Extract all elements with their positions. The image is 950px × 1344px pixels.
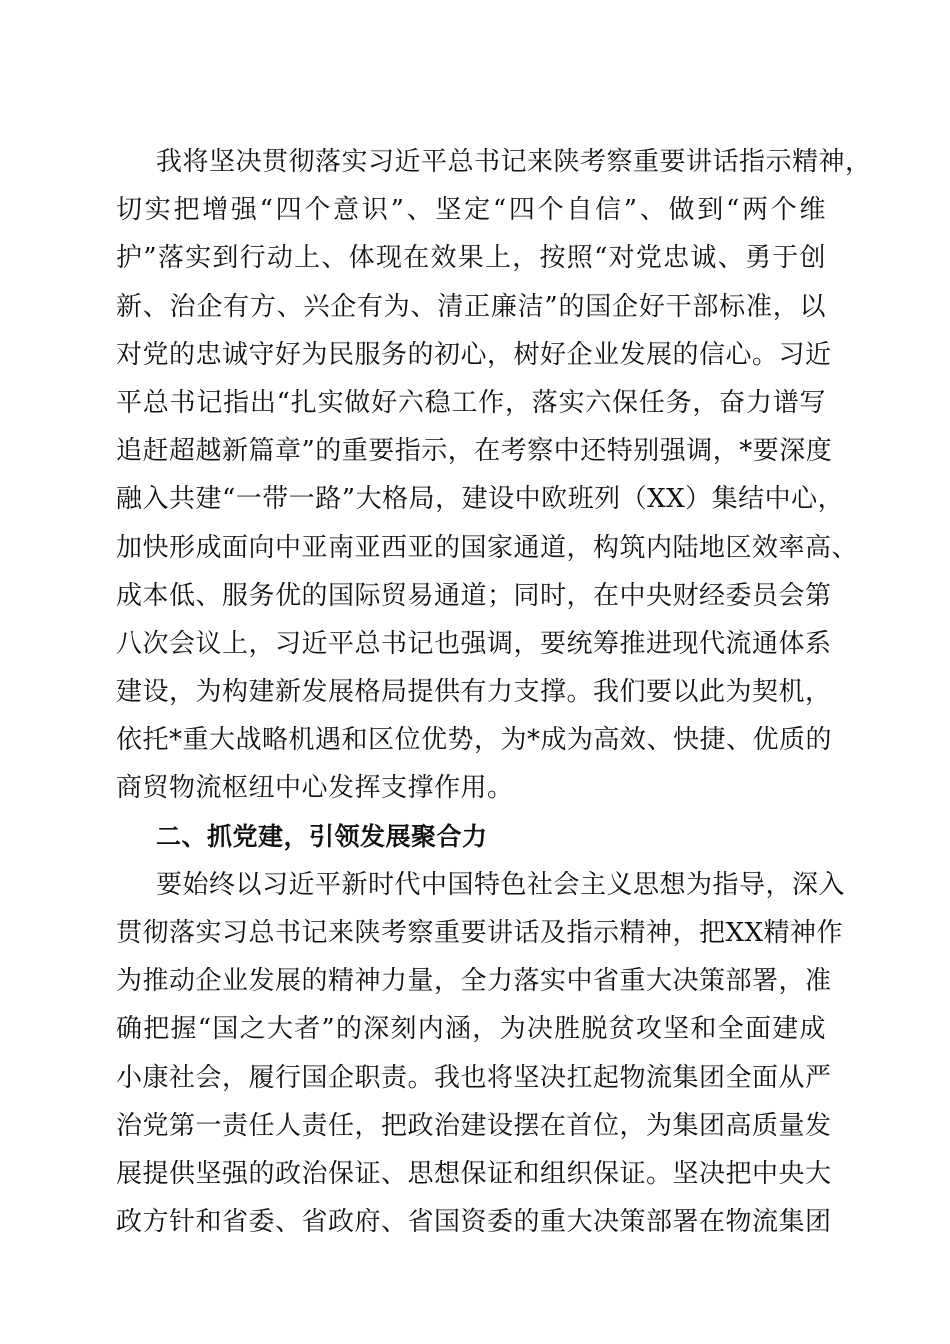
- text-line: 贯彻落实习总书记来陕考察重要讲话及指示精神，把XX精神作: [116, 918, 844, 948]
- text-line: 平总书记指出“扎实做好六稳工作，落实六保任务，奋力谱写: [116, 387, 826, 418]
- text-line: 护”落实到行动上、体现在效果上，按照“对党忠诚、勇于创: [116, 243, 826, 274]
- text-line: 切实把增强“四个意识”、坚定“四个自信”、做到“两个维: [116, 195, 826, 226]
- text-line: 建设，为构建新发展格局提供有力支撑。我们要以此为契机，: [116, 677, 832, 708]
- text-line: 新、治企有方、兴企有为、清正廉洁”的国企好干部标准，以: [116, 291, 826, 322]
- paragraph-party-building: [116, 861, 846, 1247]
- text-line: 小康社会，履行国企职责。我也将坚决扛起物流集团全面从严: [116, 1062, 832, 1093]
- text-line: 依托*重大战略机遇和区位优势，为*成为高效、快捷、优质的: [116, 725, 833, 756]
- text-line: 成本低、服务优的国际贸易通道；同时，在中央财经委员会第: [116, 580, 832, 611]
- text-line: 要始终以习近平新时代中国特色社会主义思想为指导，深入: [156, 869, 846, 900]
- text-line: 政方针和省委、省政府、省国资委的重大决策部署在物流集团: [116, 1207, 832, 1238]
- section-heading: 二、抓党建，引领发展聚合力: [156, 821, 488, 851]
- text-line: 对党的忠诚守好为民服务的初心，树好企业发展的信心。习近: [116, 339, 832, 370]
- text-line: 为推动企业发展的精神力量，全力落实中省重大决策部署，准: [116, 966, 832, 997]
- document-body: [116, 138, 872, 1246]
- text-line: 我将坚决贯彻落实习近平总书记来陕考察重要讲话指示精神，: [156, 147, 872, 177]
- text-line: 加快形成面向中亚南亚西亚的国家通道，构筑内陆地区效率高、: [116, 532, 859, 563]
- text-line: 追赶超越新篇章”的重要指示，在考察中还特别强调，*要深度: [116, 436, 833, 467]
- text-line: 展提供坚强的政治保证、思想保证和组织保证。坚决把中央大: [116, 1158, 832, 1189]
- text-line: 商贸物流枢纽中心发挥支撑作用。: [116, 773, 514, 804]
- text-line: 融入共建“一带一路”大格局，建设中欧班列（XX）集结中心，: [116, 484, 845, 515]
- text-line: 治党第一责任人责任，把政治建设摆在首位，为集团高质量发: [116, 1110, 832, 1141]
- paragraph-commitment: [116, 138, 872, 813]
- text-line: 确把握“国之大者”的深刻内涵，为决胜脱贫攻坚和全面建成: [116, 1014, 826, 1045]
- text-line: 八次会议上，习近平总书记也强调，要统筹推进现代流通体系: [116, 628, 832, 659]
